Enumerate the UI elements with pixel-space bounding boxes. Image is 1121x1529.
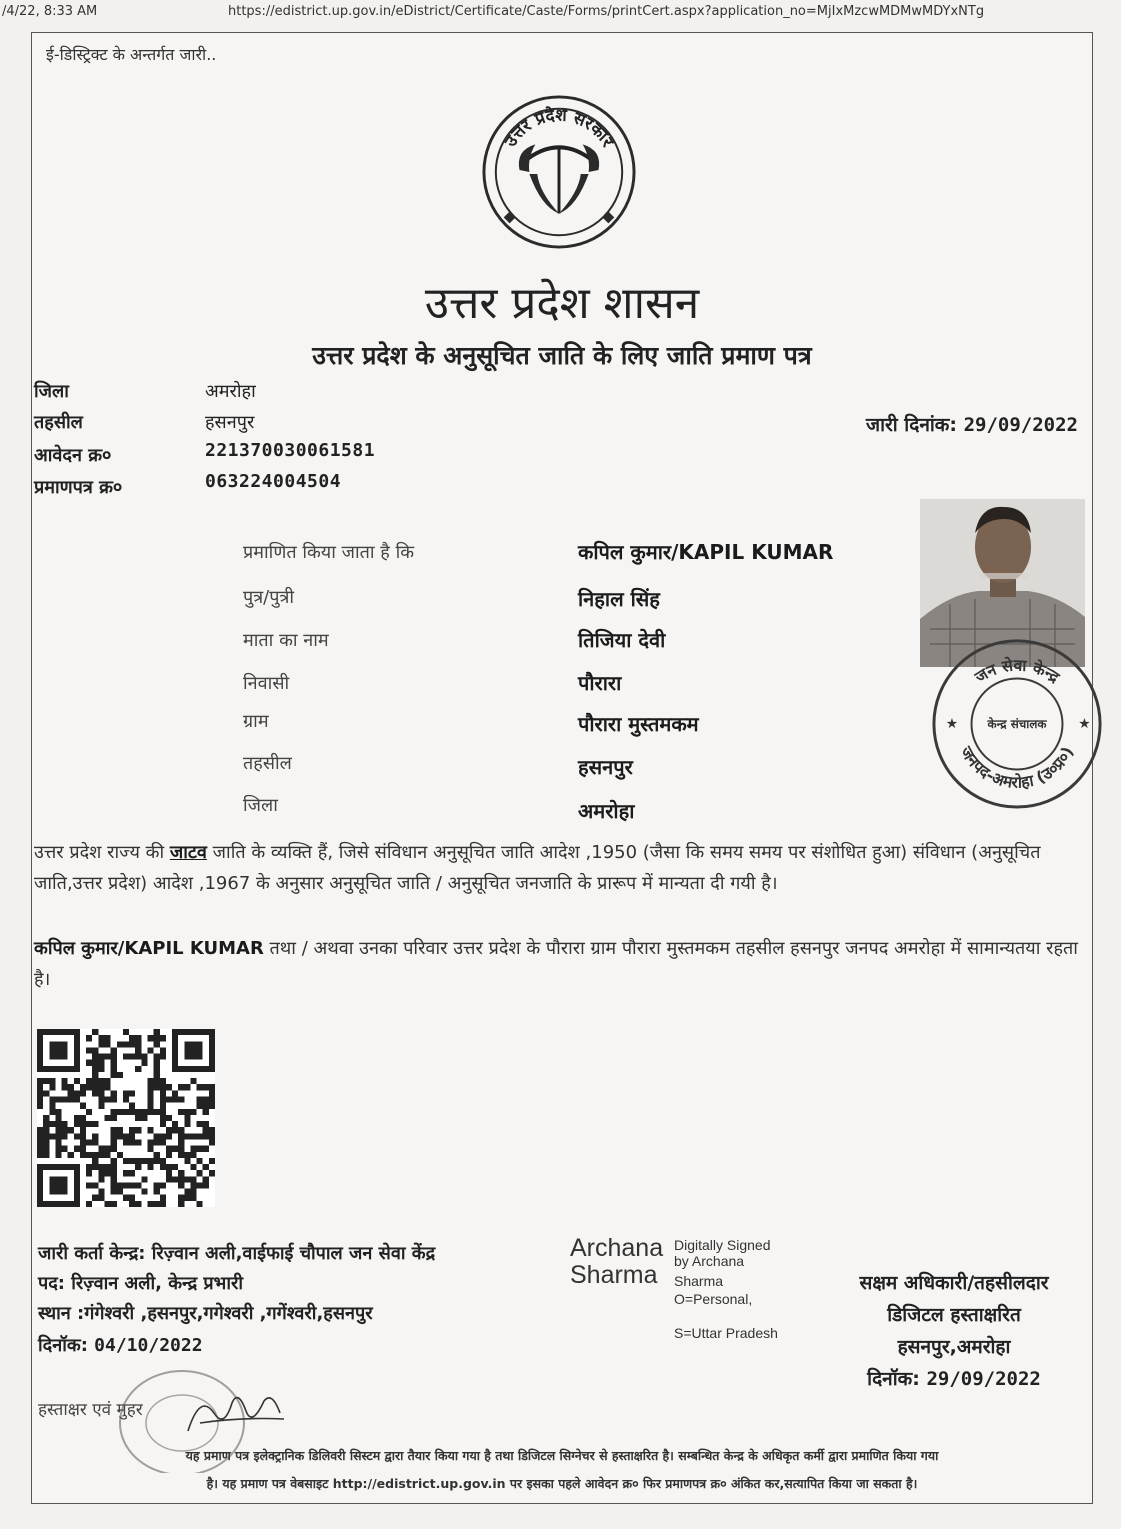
detail-value-tehsil: हसनपुर [578,755,633,779]
detail-label-certified: प्रमाणित किया जाता है कि [243,542,415,563]
detail-label-village: ग्राम [243,711,269,732]
signer-name-last: Sharma [570,1261,658,1289]
issue-date-label: जारी दिनांक: [865,414,957,436]
jan-seva-kendra-seal [928,633,1106,811]
tehsil-label: तहसील [34,412,83,433]
emblem-text: उत्तर प्रदेश सरकार [499,104,619,151]
residence-statement [34,933,1084,995]
government-title: उत्तर प्रदेश शासन [424,278,700,329]
sig-meta-line-1: Digitally Signed [674,1237,771,1253]
caste-statement [34,837,1084,899]
residence-text: तथा / अथवा उनका परिवार उत्तर प्रदेश के पौरारा ग्राम पौरारा मुस्तमकम तहसील हसनपुर जनपद अमरोहा में सामान्यतया रहता है। [34,938,1078,990]
qr-code [37,1029,215,1207]
certificate-no-label: प्रमाणपत्र क्र० [34,477,123,498]
authority-date-value: 29/09/2022 [926,1368,1041,1390]
svg-text:जनपद-अमरोहा (उ०प्र०) [956,742,1077,792]
issuer-center: जारी कर्ता केन्द्र: रिज़्वान अली,वाईफाई चौपाल जन सेवा केंद्र [38,1243,436,1264]
detail-label-district: जिला [243,795,278,816]
detail-label-tehsil: तहसील [243,753,292,774]
caste-statement-prefix: उत्तर प्रदेश राज्य की [34,842,170,863]
caste-statement-suffix: जाति के व्यक्ति हैं, जिसे संविधान अनुसूचित जाति आदेश ,1950 (जैसा कि समय समय पर संशोधित हुआ) संविधान (अनुसूचित जाति,उत्तर प्रदेश) आदेश ,1967 के अनुसार अनुसूचित जाति / अनुसूचित जनजाति के प्रारूप में मान्यता दी गयी है। [34,842,1041,894]
footer-line-2: है। यह प्रमाण पत्र वेबसाइट http://edistrict.up.gov.in पर इसका पहले आवेदन क्र० फिर प्रमाणपत्र क्र० अंकित कर,सत्यापित किया जा सकता है। [206,1476,918,1491]
print-url: https://edistrict.up.gov.in/eDistrict/Certificate/Caste/Forms/printCert.aspx?application_no=MjIxMzcwMDMwMDYxNTg [228,4,985,19]
issuer-post: पद: रिज़्वान अली, केन्द्र प्रभारी [38,1273,244,1294]
signer-name-first: Archana [570,1234,664,1262]
handwritten-signature [180,1383,290,1443]
certificate-title: उत्तर प्रदेश के अनुसूचित जाति के लिए जाति प्रमाण पत्र [312,341,812,370]
seal-star-right-icon: ★ [1078,715,1091,732]
residence-name: कपिल कुमार/KAPIL KUMAR [34,938,264,959]
issuer-date-value: 04/10/2022 [94,1335,203,1356]
issue-date-value: 29/09/2022 [963,414,1078,436]
issue-date [866,411,1078,437]
sig-meta-line-4: O=Personal, [674,1291,753,1307]
browser-print-header [0,0,1121,26]
sig-meta-line-5: S=Uttar Pradesh [674,1325,778,1341]
signature-seal-label: हस्ताक्षर एवं मुहर [38,1400,143,1420]
certificate-no-value: 063224004504 [205,471,342,492]
application-no-label: आवेदन क्र० [34,445,112,466]
seal-star-left-icon: ★ [945,715,959,732]
detail-value-resident: पौरारा [578,671,622,695]
application-no-value: 221370030061581 [205,440,376,461]
authority-date-label: दिनॉक: [867,1368,927,1390]
tehsil-value: हसनपुर [205,412,255,433]
seal-outer-bottom-text: जनपद-अमरोहा (उ०प्र०) [956,743,1078,792]
detail-label-resident: निवासी [243,673,290,694]
detail-label-son-daughter: पुत्र/पुत्री [243,587,295,608]
certificate [31,32,1093,1504]
issued-under-text: ई-डिस्ट्रिक्ट के अन्तर्गत जारी.. [46,45,217,64]
issuer-date-label: दिनॉक: [38,1335,95,1356]
authority-place: हसनपुर,अमरोहा [897,1336,1011,1358]
detail-value-name: कपिल कुमार/KAPIL KUMAR [578,540,834,564]
issuer-place: स्थान :गंगेश्वरी ,हसनपुर,गगेश्वरी ,गगेंश्वरी,हसनपुर [38,1303,373,1324]
sig-meta-line-3: Sharma [674,1273,724,1289]
district-label: जिला [34,381,69,402]
detail-value-village: पौरारा मुस्तमकम [578,712,699,736]
authority-signed: डिजिटल हस्ताक्षरित [887,1304,1021,1326]
seal-inner-text: केन्द्र संचालक [987,716,1047,731]
footer-line-1: यह प्रमाण पत्र इलेक्ट्रानिक डिलिवरी सिस्टम द्वारा तैयार किया गया है तथा डिजिटल सिग्नेचर से हस्ताक्षरित है। सम्बन्धित केन्द्र के अधिकृत कर्मी द्वारा प्रमाणित किया गया [185,1448,939,1463]
up-emblem-icon [480,93,638,251]
seal-outer-top-text: जन सेवा केन्द्र [971,655,1063,687]
district-value: अमरोहा [205,381,256,402]
caste-name: जाटव [169,842,207,863]
sig-meta-line-2: by Archana [674,1253,745,1269]
detail-value-district: अमरोहा [578,799,635,823]
print-time: /4/22, 8:33 AM [2,4,98,19]
svg-text:जन सेवा केन्द्र [971,655,1064,687]
authority-date [834,1365,1074,1391]
detail-value-father: निहाल सिंह [578,587,660,611]
authority-title: सक्षम अधिकारी/तहसीलदार [859,1272,1049,1294]
detail-label-mother: माता का नाम [243,630,329,651]
detail-value-mother: तिजिया देवी [578,628,666,652]
